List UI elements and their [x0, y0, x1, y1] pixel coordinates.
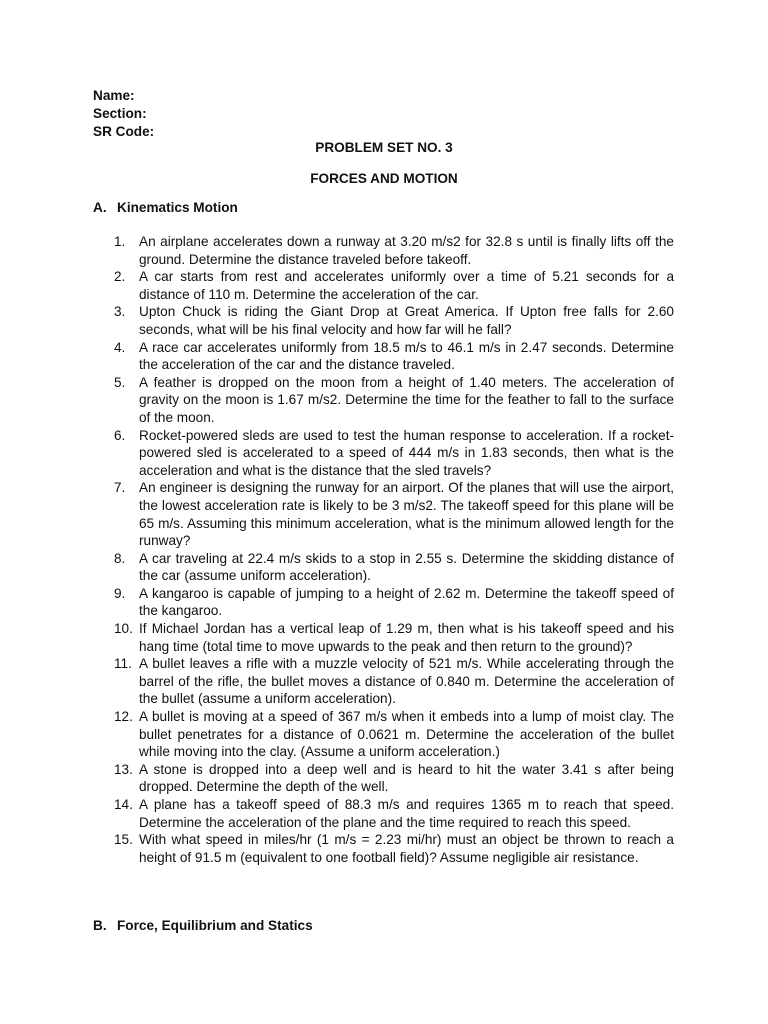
- name-label: Name:: [93, 88, 135, 103]
- problem-number: 10.: [114, 621, 133, 637]
- problem-text: A race car accelerates uniformly from 18.5 m/s to 46.1 m/s in 2.47 seconds. Determine the acceleration of the car and the distance traveled.: [139, 339, 674, 373]
- student-info-fields: [93, 87, 154, 141]
- section-a-heading: [93, 199, 238, 217]
- problem-number: 5.: [114, 374, 126, 390]
- problem-number: 1.: [114, 234, 126, 249]
- problem-text: A bullet is moving at a speed of 367 m/s when it embeds into a lump of moist clay. The bullet penetrates for a distance of 0.0621 m. Determine the acceleration of the bullet while moving into the clay. (Assume a uniform acceleration.): [139, 709, 674, 760]
- problem-text: A plane has a takeoff speed of 88.3 m/s and requires 1365 m to reach that speed. Determine the acceleration of the plane and the time required to reach this speed.: [139, 797, 674, 830]
- list-item: [114, 831, 674, 866]
- problem-number: 11.: [114, 656, 132, 672]
- list-item: [114, 708, 674, 761]
- problem-number: 7.: [114, 480, 126, 496]
- problem-text: Upton Chuck is riding the Giant Drop at Great America. If Upton free falls for 2.60 seconds, what will be his final velocity and how far will he fall?: [139, 304, 674, 337]
- list-item: [114, 427, 674, 480]
- page-subtitle: FORCES AND MOTION: [310, 171, 458, 186]
- section-b-title: Force, Equilibrium and Statics: [117, 918, 313, 933]
- problem-number: 6.: [114, 427, 126, 443]
- list-item: [114, 374, 674, 427]
- problem-text: A stone is dropped into a deep well and is heard to hit the water 3.41 s after being dropped. Determine the depth of the well.: [139, 761, 674, 795]
- list-item: [114, 585, 674, 620]
- problem-number: 2.: [114, 269, 126, 285]
- section-b-letter: B.: [93, 918, 107, 933]
- problem-text: A car traveling at 22.4 m/s skids to a stop in 2.55 s. Determine the skidding distance of the car (assume uniform acceleration).: [139, 550, 674, 584]
- section-a-title: Kinematics Motion: [117, 200, 238, 215]
- list-item: [114, 233, 674, 268]
- problem-number: 13.: [114, 761, 133, 777]
- problem-text: Rocket-powered sleds are used to test the human response to acceleration. If a rocket-powered sled is accelerated to a speed of 444 m/s in 1.83 seconds, then what is the acceleration and what is the distance that the sled travels?: [139, 427, 674, 478]
- section-b-heading: [93, 917, 313, 935]
- section-a-letter: A.: [93, 200, 107, 215]
- problem-text: If Michael Jordan has a vertical leap of 1.29 m, then what is his takeoff speed and his hang time (total time to move upwards to the peak and then return to the ground)?: [139, 621, 674, 654]
- problem-text: A car starts from rest and accelerates uniformly over a time of 5.21 seconds for a distance of 110 m. Determine the acceleration of the car.: [139, 269, 674, 302]
- list-item: [114, 655, 674, 708]
- problem-number: 9.: [114, 585, 126, 601]
- problem-text: With what speed in miles/hr (1 m/s = 2.23 mi/hr) must an object be thrown to reach a height of 91.5 m (equivalent to one football field)? Assume negligible air resistance.: [139, 832, 674, 865]
- list-item: [114, 761, 674, 796]
- problem-text: A bullet leaves a rifle with a muzzle velocity of 521 m/s. While accelerating through the barrel of the rifle, the bullet moves a distance of 0.840 m. Determine the acceleration of the bullet (assume a uniform acceleration).: [139, 656, 674, 707]
- page-title: PROBLEM SET NO. 3: [315, 140, 453, 155]
- problem-text: An engineer is designing the runway for an airport. Of the planes that will use the airport, the lowest acceleration rate is likely to be 3 m/s2. The takeoff speed for this plane will be 65 m/s. Assuming this minimum acceleration, what is the minimum allowed length for the runway?: [139, 480, 674, 549]
- problem-text: A kangaroo is capable of jumping to a height of 2.62 m. Determine the takeoff speed of the kangaroo.: [139, 585, 674, 619]
- list-item: [114, 339, 674, 374]
- list-item: [114, 620, 674, 655]
- list-item: [114, 479, 674, 549]
- problem-number: 4.: [114, 339, 126, 355]
- problem-number: 8.: [114, 550, 126, 566]
- list-item: [114, 796, 674, 831]
- list-item: [114, 303, 674, 338]
- list-item: [114, 268, 674, 303]
- problem-text: A feather is dropped on the moon from a height of 1.40 meters. The acceleration of gravity on the moon is 1.67 m/s2. Determine the time for the feather to fall to the surface of the moon.: [139, 374, 674, 425]
- problem-number: 12.: [114, 709, 133, 725]
- problem-list: [114, 233, 674, 866]
- problem-text: An airplane accelerates down a runway at 3.20 m/s2 for 32.8 s until is finally lifts off the ground. Determine the distance traveled before takeoff.: [139, 234, 674, 267]
- problem-number: 3.: [114, 304, 126, 320]
- problem-number: 14.: [114, 797, 133, 812]
- problem-number: 15.: [114, 832, 133, 848]
- list-item: [114, 550, 674, 585]
- section-label: Section:: [93, 106, 147, 121]
- sr-code-label: SR Code:: [93, 124, 155, 139]
